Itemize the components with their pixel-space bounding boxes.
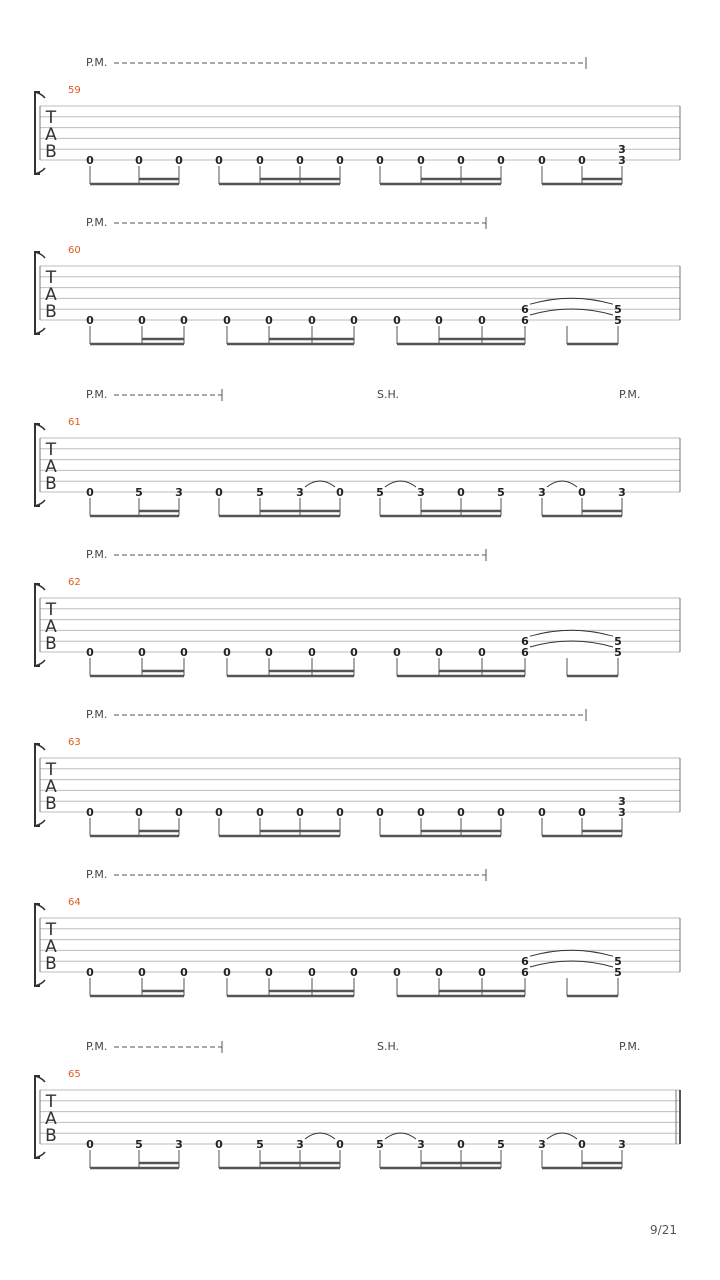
palm-mute-label: P.M. [86,1040,108,1053]
fret-number: 3 [618,143,626,157]
fret-number: 0 [265,314,273,327]
slide-harmonic-label: S.H. [377,388,400,401]
fret-number: 0 [350,314,358,327]
fret-number: 3 [618,806,626,819]
fret-number: 0 [175,154,183,167]
fret-number: 0 [308,966,316,979]
fret-number: 0 [578,486,586,499]
fret-number: 3 [538,1138,546,1151]
bar-number: 59 [68,85,81,96]
tie-arc [547,481,577,487]
fret-number: 0 [538,806,546,819]
fret-number: 0 [86,154,94,167]
tab-clef-letter: B [45,634,57,654]
tie-arc [385,1133,416,1139]
fret-number: 0 [376,154,384,167]
fret-number: 6 [521,314,529,327]
bar-number: 64 [68,897,81,908]
system-bracket [35,92,40,174]
fret-number: 0 [86,806,94,819]
fret-number: 0 [296,806,304,819]
palm-mute-label: P.M. [619,1040,641,1053]
fret-number: 0 [336,1138,344,1151]
fret-number: 6 [521,966,529,979]
tab-clef-letter: A [45,1109,57,1129]
tab-clef-letter: A [45,617,57,637]
fret-number: 0 [138,966,146,979]
fret-number: 0 [393,646,401,659]
fret-number: 0 [457,486,465,499]
tie-arc [305,1133,335,1139]
tab-system-60 [35,216,680,344]
fret-number: 3 [417,486,425,499]
systems-layer [35,56,680,1168]
palm-mute-label: P.M. [86,868,108,881]
fret-number: 0 [457,1138,465,1151]
fret-number: 5 [376,486,384,499]
fret-number: 0 [578,1138,586,1151]
slide-harmonic-label: S.H. [377,1040,400,1053]
tab-clef-letter: A [45,125,57,145]
bar-number: 60 [68,245,81,256]
tab-clef-letter: T [45,108,57,128]
fret-number: 0 [86,314,94,327]
fret-number: 6 [521,303,529,317]
fret-number: 0 [393,314,401,327]
tab-clef-letter: B [45,954,57,974]
fret-number: 0 [393,966,401,979]
fret-number: 0 [265,646,273,659]
fret-number: 0 [308,646,316,659]
fret-number: 0 [223,646,231,659]
palm-mute-label: P.M. [86,708,108,721]
page-number: 9/21 [650,1223,677,1237]
fret-number: 0 [376,806,384,819]
tie-arc [530,298,613,304]
fret-number: 0 [417,806,425,819]
fret-number: 0 [256,154,264,167]
fret-number: 0 [538,154,546,167]
fret-number: 5 [497,1138,505,1151]
fret-number: 5 [614,966,622,979]
fret-number: 3 [417,1138,425,1151]
fret-number: 3 [618,1138,626,1151]
palm-mute-label: P.M. [86,56,108,69]
fret-number: 0 [435,314,443,327]
fret-number: 5 [135,1138,143,1151]
bar-number: 62 [68,577,81,588]
tab-clef-letter: A [45,457,57,477]
fret-number: 3 [175,1138,183,1151]
bar-number: 61 [68,417,81,428]
fret-number: 0 [215,486,223,499]
tab-system-64 [35,868,680,996]
tab-system-65 [35,1040,680,1168]
fret-number: 0 [180,646,188,659]
system-bracket [35,424,40,506]
fret-number: 0 [417,154,425,167]
fret-number: 0 [138,314,146,327]
fret-number: 3 [296,1138,304,1151]
fret-number: 0 [86,966,94,979]
fret-number: 5 [614,646,622,659]
fret-number: 5 [614,955,622,969]
fret-number: 0 [336,154,344,167]
tie-arc [305,481,335,487]
tie-arc [385,481,416,487]
bar-number: 65 [68,1069,81,1080]
bar-number: 63 [68,737,81,748]
fret-number: 0 [135,154,143,167]
tab-clef-letter: T [45,1092,57,1112]
tie-arc [530,641,613,647]
fret-number: 5 [497,486,505,499]
fret-number: 0 [336,486,344,499]
system-bracket [35,584,40,666]
fret-number: 3 [538,486,546,499]
fret-number: 0 [180,314,188,327]
tab-clef-letter: T [45,440,57,460]
tab-clef-letter: A [45,777,57,797]
fret-number: 5 [135,486,143,499]
fret-number: 5 [376,1138,384,1151]
fret-number: 5 [256,486,264,499]
fret-number: 0 [308,314,316,327]
fret-number: 0 [175,806,183,819]
fret-number: 0 [265,966,273,979]
tab-clef-letter: T [45,920,57,940]
fret-number: 0 [215,154,223,167]
tie-arc [530,961,613,967]
fret-number: 0 [135,806,143,819]
fret-number: 0 [256,806,264,819]
fret-number: 0 [497,154,505,167]
fret-number: 0 [350,966,358,979]
tie-arc [530,309,613,315]
tab-clef-letter: B [45,474,57,494]
tab-clef-letter: T [45,268,57,288]
fret-number: 0 [86,486,94,499]
tab-system-62 [35,548,680,676]
fret-number: 0 [578,154,586,167]
fret-number: 3 [618,486,626,499]
fret-number: 3 [618,795,626,809]
tie-arc [530,950,613,956]
system-bracket [35,252,40,334]
fret-number: 0 [215,806,223,819]
tab-clef-letter: B [45,302,57,322]
system-bracket [35,1076,40,1158]
fret-number: 0 [478,314,486,327]
fret-number: 0 [223,314,231,327]
fret-number: 0 [86,646,94,659]
fret-number: 3 [175,486,183,499]
tab-system-59 [35,56,680,184]
palm-mute-label: P.M. [619,388,641,401]
tab-clef-letter: A [45,937,57,957]
fret-number: 0 [435,966,443,979]
fret-number: 6 [521,955,529,969]
system-bracket [35,904,40,986]
tab-system-63 [35,708,680,836]
tab-clef-letter: B [45,794,57,814]
fret-number: 5 [614,635,622,649]
tab-clef-letter: B [45,1126,57,1146]
fret-number: 0 [223,966,231,979]
fret-number: 0 [478,966,486,979]
fret-number: 0 [457,154,465,167]
tab-clef-letter: T [45,760,57,780]
fret-number: 0 [336,806,344,819]
fret-number: 3 [296,486,304,499]
fret-number: 0 [215,1138,223,1151]
fret-number: 0 [350,646,358,659]
fret-number: 0 [138,646,146,659]
palm-mute-label: P.M. [86,388,108,401]
fret-number: 0 [457,806,465,819]
palm-mute-label: P.M. [86,548,108,561]
fret-number: 5 [614,303,622,317]
tie-arc [530,630,613,636]
tab-clef-letter: B [45,142,57,162]
fret-number: 0 [296,154,304,167]
fret-number: 0 [86,1138,94,1151]
fret-number: 6 [521,646,529,659]
system-bracket [35,744,40,826]
tab-clef-letter: T [45,600,57,620]
fret-number: 3 [618,154,626,167]
fret-number: 6 [521,635,529,649]
fret-number: 0 [478,646,486,659]
palm-mute-label: P.M. [86,216,108,229]
fret-number: 0 [435,646,443,659]
fret-number: 0 [497,806,505,819]
tab-system-61 [35,388,680,516]
tab-clef-letter: A [45,285,57,305]
tie-arc [547,1133,577,1139]
fret-number: 5 [614,314,622,327]
fret-number: 5 [256,1138,264,1151]
fret-number: 0 [578,806,586,819]
fret-number: 0 [180,966,188,979]
